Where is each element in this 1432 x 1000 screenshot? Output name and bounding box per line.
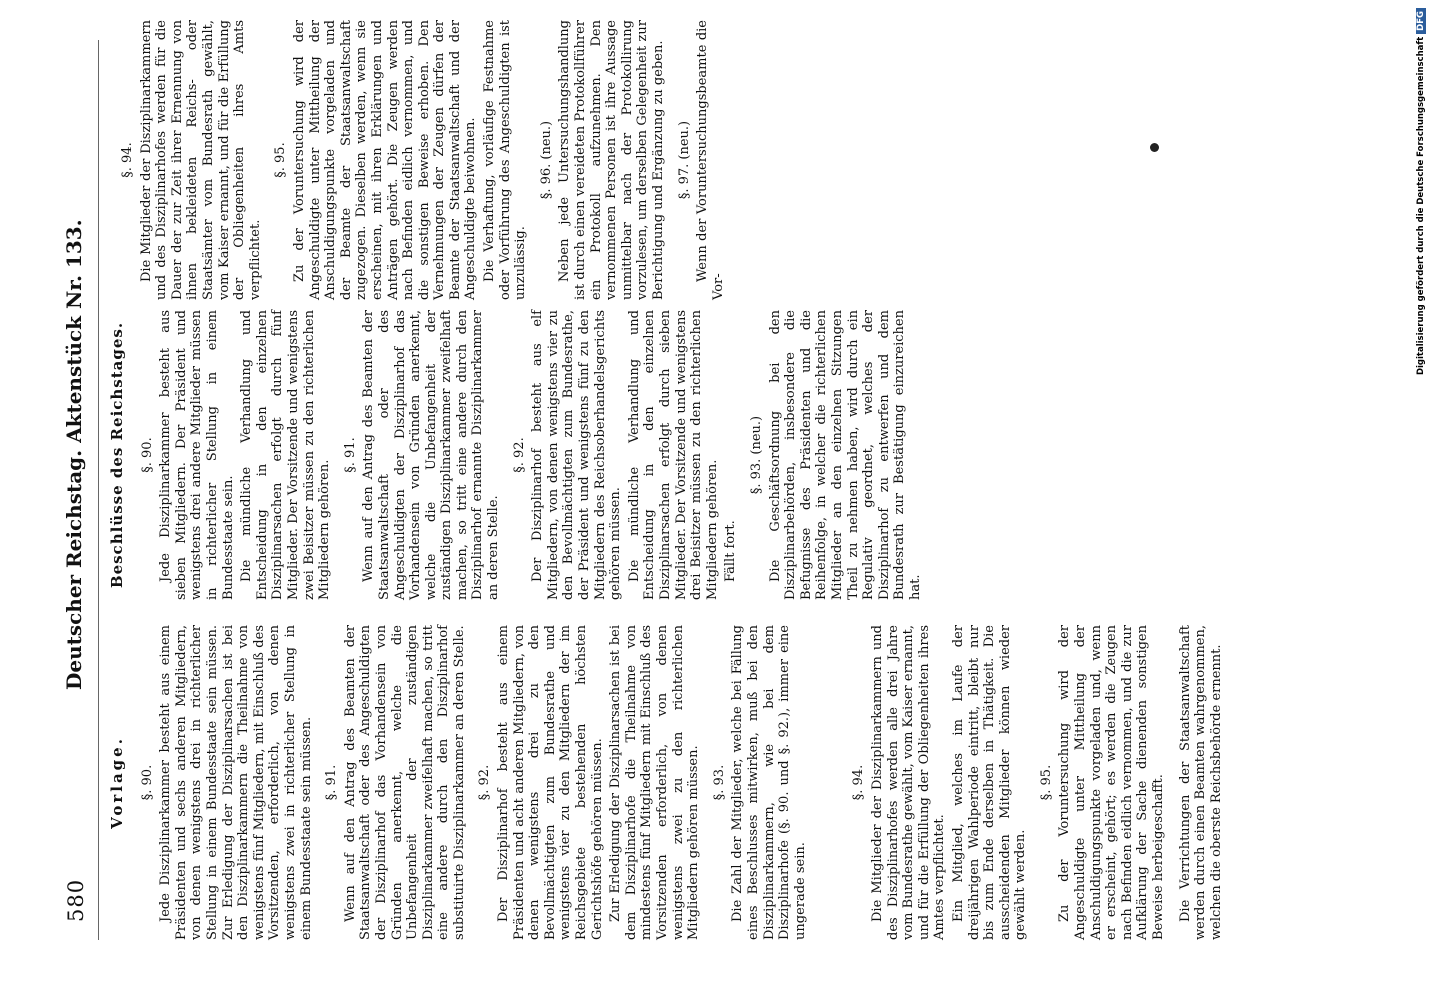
ink-speck <box>1150 143 1159 152</box>
page-number: 580 <box>64 878 88 922</box>
r-section-96-text: Neben jede Untersuchungshandlung ist durch einen vereideten Protokollführer ein Protokoll aufzunehmen. Den vernommenen Personen ist ihre Aussage unmittelbar nach der Protokollirung vorzulesen, um derselben Gelegenheit zur Berichtigung und Ergänzung zu geben. <box>557 20 666 300</box>
column-heading-beschluesse: Beschlüsse des Reichstages. <box>108 321 126 589</box>
section-94-text-a: Die Mitglieder der Disziplinarkammern und des Disziplinarhofes werden alle drei Jahre vom Bundesrathe gewählt, vom Kaiser ernannt, und für die Erfüllung der Obliegenheiten ihres Amtes verpflichtet. <box>869 624 948 940</box>
r-section-94-heading: §. 94. <box>120 142 135 178</box>
column-beschluesse-cont <box>110 20 729 300</box>
section-92-text-b: Zur Erledigung der Disziplinarsachen ist bei dem Disziplinarhofe die Theilnahme von mindestens fünf Mitgliedern mit Einschluß des Vorsitzenden erforderlich, von denen wenigstens zwei zu den richterlichen Mitgliedern gehören müssen. <box>608 625 702 940</box>
section-92-heading: §. 92. <box>477 764 493 801</box>
r-section-93-heading: §. 93. (neu.) <box>748 415 764 495</box>
section-92-text-a: Der Disziplinarhof besteht aus einem Präsidenten und acht anderen Mitgliedern, von denen wenigstens drei zu den Bevollmächtigten zum Bundesrathe und wenigstens vier zu den Mitgliedern der im Reichsgebiete bestehenden höchsten Gerichtshöfe gehören müssen. <box>496 625 605 940</box>
section-93-heading: §. 93. <box>711 764 727 801</box>
section-94-heading: §. 94. <box>851 764 867 801</box>
section-91-heading: §. 91. <box>324 764 340 801</box>
r-section-90-text-a: Jede Disziplinarkammer besteht aus sieben Mitgliedern. Der Präsident und wenigstens drei andere Mitglieder müssen in richterlicher Stellung in einem Bundesstaate sein. <box>158 310 236 600</box>
r-section-92-text-c: Fällt fort. <box>723 520 739 582</box>
section-95-text-b: Die Verrichtungen der Staatsanwaltschaft werden durch einen Beamten wahrgenommen, welchen die oberste Reichsbehörde ernennt. <box>1177 625 1224 940</box>
running-title: Deutscher Reichstag. Aktenstück Nr. 133. <box>62 219 86 690</box>
r-section-90-text-b: Die mündliche Verhandlung und Entscheidung in den einzelnen Disziplinarsachen erfolgt durch fünf Mitglieder. Der Vorsitzende und wenigstens zwei Beisitzer müssen zu den richterlichen Mitgliedern gehören. <box>239 310 333 600</box>
r-section-97-text: Wenn der Voruntersuchungsbeamte die Vor- <box>695 20 726 300</box>
column-vorlage <box>110 625 1227 940</box>
section-90-text: Jede Disziplinarkammer besteht aus einem Präsidenten und sechs anderen Mitgliedern, von denen wenigstens drei in richterlicher Stellung in einem Bundesstaate sein müssen. Zur Erledigung der Disziplinarsachen ist bei den Disziplinarkammern die Theilnahme von wenigstens fünf Mitgliedern, mit Einschluß des Vorsitzenden, erforderlich, von denen wenigstens zwei in richterlicher Stellung in einem Bundesstaate sein müssen. <box>158 625 314 940</box>
r-section-91-text: Wenn auf den Antrag des Beamten der Staatsanwaltschaft oder des Angeschuldigten der Disziplinarhof das Vorhandensein von Gründen anerkennt, welche die Unbefangenheit der zuständigen Disziplinarkammer zweifelhaft machen, so tritt eine andere durch den Disziplinarhof ernannte Disziplinarkammer an deren Stelle. <box>361 310 502 600</box>
digitization-footer <box>1416 8 1426 375</box>
digitization-note: Digitalisierung gefördert durch die Deutsche Forschungsgemeinschaft <box>1416 36 1426 376</box>
r-section-96-heading: §. 96. (neu.) <box>538 120 554 200</box>
r-section-92-text-b: Die mündliche Verhandlung und Entscheidung in den einzelnen Disziplinarsachen erfolgt durch sieben Mitglieder. Der Vorsitzende und wenigstens drei Beisitzer müssen zu den richterlichen Mitgliedern gehören. <box>626 310 720 600</box>
column-heading-vorlage: Vorlage. <box>108 736 126 829</box>
page-header <box>58 0 98 1000</box>
section-95-heading: §. 95. <box>1038 764 1054 801</box>
r-section-94-text: Die Mitglieder der Disziplinarkammern und des Disziplinarhofes werden für die Dauer der zur Zeit ihrer Ernennung von ihnen bekleideten Reichs- oder Staatsämter vom Bundesrath gewählt, vom Kaiser ernannt, und für die Erfüllung der Obliegenheiten ihres Amts verpflichtet. <box>138 20 263 300</box>
section-95-text: Zu der Voruntersuchung wird der Angeschuldigte unter Mittheilung der Anschuldigungspunkte vorgeladen und, wenn er erscheint, gehört; es werden die Zeugen nach Befinden eidlich vernommen, und die zur Aufklärung der Sache dienenden sonstigen Beweise herbeigeschafft. <box>1057 625 1167 940</box>
r-section-90-heading: §. 90. <box>139 437 155 473</box>
r-section-93-text: Die Geschäftsordnung bei den Disziplinarbehörden, insbesondere die Befugnisse des Präsidenten und die Reihenfolge, in welcher die richterlichen Mitglieder an den einzelnen Sitzungen Theil zu nehmen haben, wird durch ein Regulativ geordnet, welches der Disziplinarhof zu entwerfen und dem Bundesrath zur Bestätigung einzureichen hat. <box>767 310 923 600</box>
r-section-92-text-a: Der Disziplinarhof besteht aus elf Mitgliedern, von denen wenigstens vier zu den Bevollmächtigten zum Bundesrathe, der Präsident und wenigstens fünf zu den Mitgliedern des Reichsoberhandelsgerichts gehören müssen. <box>530 310 624 600</box>
section-90-heading: §. 90. <box>139 764 155 801</box>
r-section-92-heading: §. 92. <box>511 437 527 473</box>
dfg-logo: DFG <box>1416 8 1426 34</box>
header-rule <box>98 40 99 940</box>
r-section-91-heading: §. 91. <box>342 437 358 473</box>
column-beschluesse <box>110 310 927 600</box>
r-section-95-text-b: Die Verhaftung, vorläufige Festnahme oder Vorführung des Angeschuldigten ist unzulässig. <box>482 20 529 300</box>
section-91-text: Wenn auf den Antrag des Beamten der Staatsanwaltschaft oder des Angeschuldigten der Disziplinarhof das Vorhandensein von Gründen anerkennt, welche die Unbefangenheit der zuständigen Disziplinarkammer zweifelhaft machen, so tritt eine andere durch den Disziplinarhof substituirte Disziplinarkammer an deren Stelle. <box>342 625 467 940</box>
section-94-text-b: Ein Mitglied, welches im Laufe der dreijährigen Wahlperiode eintritt, bleibt nur bis zum Ende derselben in Thätigkeit. Die ausscheidenden Mitglieder können wieder gewählt werden. <box>950 625 1029 940</box>
r-section-95-heading: §. 95. <box>273 142 289 178</box>
r-section-97-heading: §. 97. (neu.) <box>676 120 692 200</box>
r-section-95-text-a: Zu der Voruntersuchung wird der Angeschuldigte unter Mittheilung der Anschuldigungspunkte vorgeladen und der Beamte der Staatsanwaltschaft zugezogen. Dieselben werden, wenn sie erscheinen, mit ihren Erklärungen und Anträgen gehört. Die Zeugen werden nach Befinden eidlich vernommen, und die sonstigen Beweise erhoben. Den Vernehmungen der Zeugen dürfen der Beamte der Staatsanwaltschaft und der Angeschuldigte beiwohnen. <box>291 20 479 300</box>
section-93-text: Die Zahl der Mitglieder, welche bei Fällung eines Beschlusses mitwirken, muß bei den Disziplinarkammern, wie bei dem Disziplinarhofe (§. 90. und §. 92.), immer eine ungerade sein. <box>730 625 808 940</box>
